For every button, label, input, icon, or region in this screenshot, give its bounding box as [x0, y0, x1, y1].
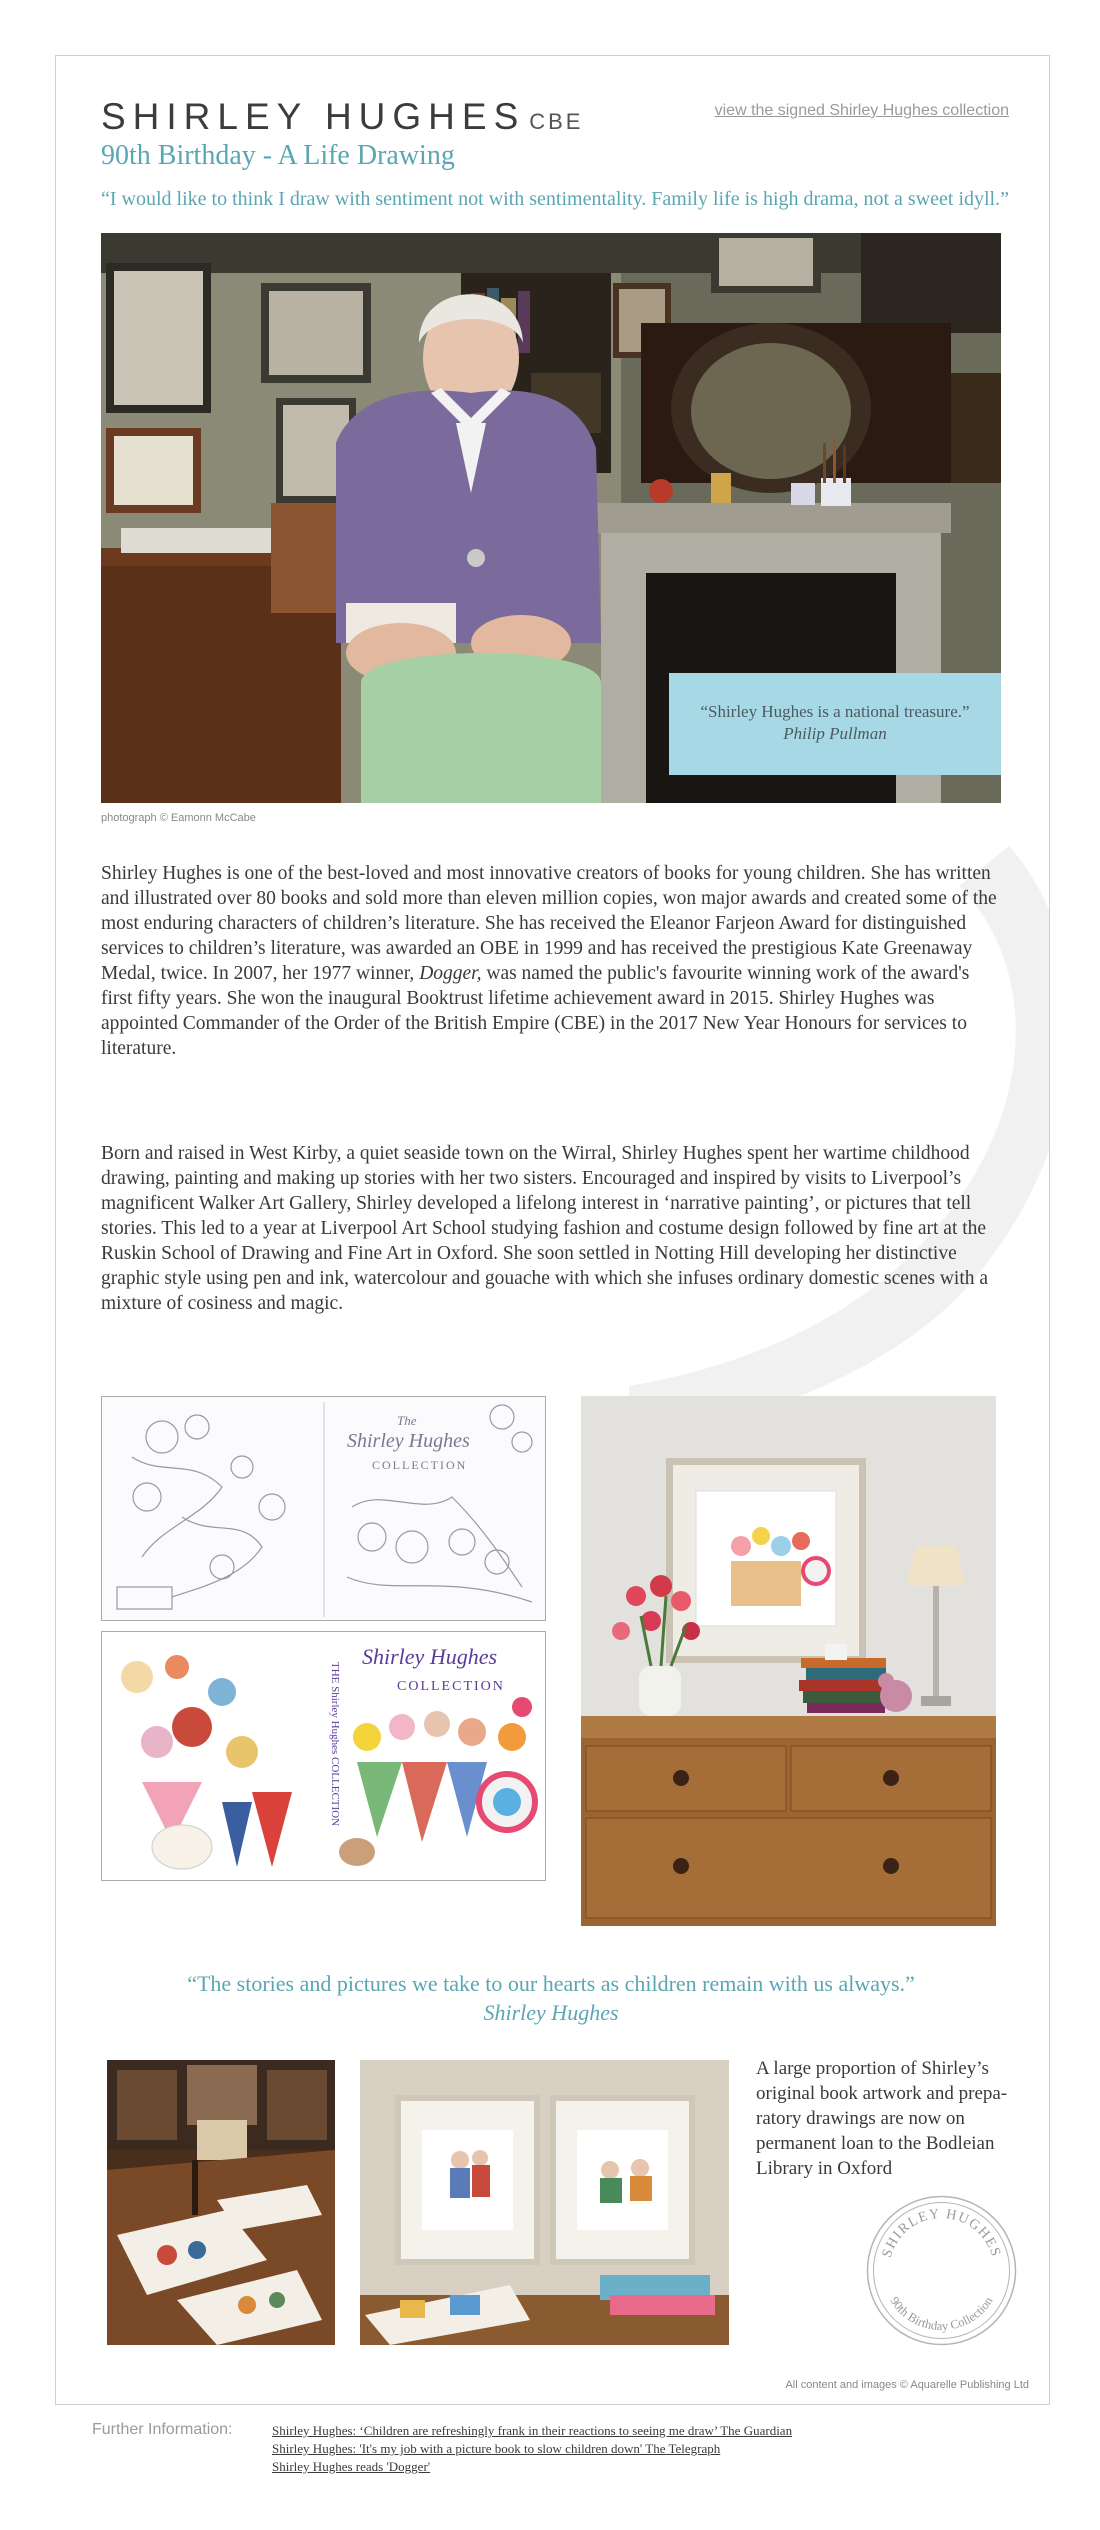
hughes-quote: [101, 1969, 1001, 2027]
page-subtitle: 90th Birthday - A Life Drawing: [101, 140, 455, 171]
cover-spine-text: THE Shirley Hughes COLLECTION: [329, 1662, 341, 1827]
pullman-callout: [669, 673, 1001, 775]
framed-prints-photo: [360, 2060, 729, 2345]
library-photo: [107, 2060, 335, 2345]
cover-artwork: [101, 1631, 546, 1881]
sketch-title-the: The: [397, 1413, 417, 1428]
hero-photo: [101, 233, 1001, 803]
cover-subtitle: COLLECTION: [397, 1679, 505, 1694]
intro-quote: “I would like to think I draw with sentiment not with sentimentality. Family life is high drama, not a sweet idyll.”: [101, 188, 1009, 210]
dogger-reading-link[interactable]: Shirley Hughes reads 'Dogger': [272, 2459, 431, 2474]
honour-label: CBE: [529, 109, 584, 134]
seal-bottom-text: 90th Birthday Collection: [887, 2294, 996, 2334]
copyright-notice: All content and images © Aquarelle Publishing Ltd: [785, 2379, 1029, 2391]
hughes-quote-text: “The stories and pictures we take to our hearts as children remain with us always.”: [187, 1971, 915, 1996]
cover-title: Shirley Hughes: [362, 1644, 498, 1669]
sketch-title-name: Shirley Hughes: [347, 1430, 470, 1452]
callout-author: Philip Pullman: [783, 724, 887, 743]
hughes-quote-author: Shirley Hughes: [483, 2000, 619, 2025]
signed-collection-link[interactable]: view the signed Shirley Hughes collection: [714, 102, 1009, 119]
dogger-title: Dogger,: [419, 963, 482, 984]
page-card: [55, 55, 1050, 2405]
further-information-label: Further Information:: [92, 2421, 233, 2438]
birthday-seal: [864, 2193, 1019, 2348]
bodleian-note: A large proportion of Shirley’s original book artwork and prepa-ratory drawings are now on permanent loan to the Bodleian Library in Oxford: [756, 2058, 1008, 2179]
biography-paragraph-2: Born and raised in West Kirby, a quiet seaside town on the Wirral, Shirley Hughes spent her wartime childhood drawing, painting and making up stories with her two sisters. Encouraged and inspired by visits to Liverpool’s magnificent Walker Art Gallery, Shirley developed a lifelong interest in ‘narrative painting’, or pictures that tell stories. This led to a year at Liverpool Art School studying fashion and costume design followed by fine art at the Ruskin School of Drawing and Fine Art in Oxford. She soon settled in Notting Hill developing her distinctive graphic style using pen and ink, watercolour and gouache with which she infuses ordinary domestic scenes with a mixture of cosiness and magic.: [101, 1143, 989, 1314]
guardian-link[interactable]: Shirley Hughes: ‘Children are refreshingly frank in their reactions to seeing me draw’ The Guardian: [272, 2423, 793, 2438]
callout-quote: “Shirley Hughes is a national treasure.”: [700, 702, 970, 721]
sketch-artwork: [101, 1396, 546, 1621]
biography-paragraph-1: Shirley Hughes is one of the best-loved and most innovative creators of books for young children. She has written and illustrated over 80 books and sold more than eleven million copies, won major awards and created some of the most enduring characters of children’s literature. She has received the Eleanor Farjeon Award for distinguished services to children’s literature, was awarded an OBE in 1999 and has received the prestigious Kate Greenaway Medal, twice. In 2007, her 1977 winner, Dogger, was named the public's favourite winning work of the award's first fifty years. She won the inaugural Booktrust lifetime achievement award in 2015. Shirley Hughes was appointed Commander of the Order of the British Empire (CBE) in the 2017 New Year Honours for services to literature.: [101, 863, 997, 1059]
framed-print-photo: [581, 1396, 996, 1926]
telegraph-link[interactable]: Shirley Hughes: 'It's my job with a picture book to slow children down' The Telegraph: [272, 2441, 721, 2456]
sketch-title-collection: COLLECTION: [372, 1458, 468, 1472]
photo-credit: photograph © Eamonn McCabe: [101, 812, 256, 824]
further-links-list: [272, 2422, 992, 2476]
seal-top-text: SHIRLEY HUGHES: [879, 2206, 1004, 2260]
page-title: SHIRLEY HUGHES CBE: [101, 96, 584, 137]
